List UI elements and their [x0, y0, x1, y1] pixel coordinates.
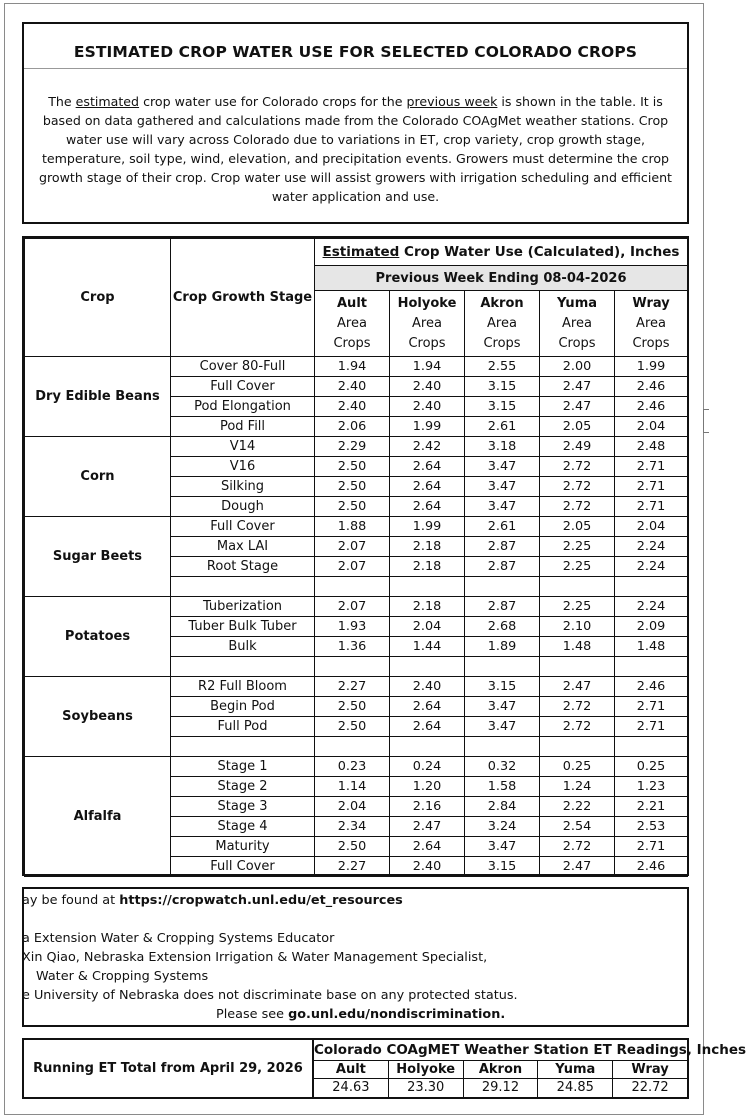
crop-water-use-table: [24, 238, 688, 877]
water-use-cell: 2.64: [390, 837, 465, 857]
station-readings: [314, 1040, 746, 1097]
growth-stage-cell: Max LAI: [171, 537, 315, 557]
water-use-cell: 2.18: [390, 557, 465, 577]
water-use-cell: 2.71: [615, 697, 688, 717]
water-use-cell: 2.64: [390, 717, 465, 737]
water-use-cell: 2.47: [540, 857, 615, 877]
location-subtitle: Crops: [483, 335, 521, 351]
water-use-cell: 2.47: [390, 817, 465, 837]
location-name: Yuma: [556, 295, 598, 311]
station-name: Yuma: [538, 1061, 613, 1078]
water-use-cell: 3.47: [465, 477, 540, 497]
station-et-value: 29.12: [464, 1079, 539, 1097]
water-use-cell: 1.94: [390, 357, 465, 377]
water-use-cell: 2.72: [540, 717, 615, 737]
water-use-cell: 2.24: [615, 557, 688, 577]
table-row: [25, 757, 688, 777]
water-use-cell: 2.47: [540, 677, 615, 697]
growth-stage-cell: V14: [171, 437, 315, 457]
water-use-cell: 2.18: [390, 537, 465, 557]
water-use-cell: 1.94: [315, 357, 390, 377]
water-use-cell: 2.71: [615, 497, 688, 517]
growth-stage-cell: Pod Elongation: [171, 397, 315, 417]
water-use-cell: 1.48: [540, 637, 615, 657]
station-et-value: 23.30: [389, 1079, 464, 1097]
water-use-cell: 2.04: [615, 517, 688, 537]
water-use-cell: 0.23: [315, 757, 390, 777]
crop-name-cell: Dry Edible Beans: [25, 357, 171, 437]
nondiscrimination-statement: e University of Nebraska does not discriminate base on any protected status.: [22, 988, 518, 1003]
water-use-cell: 2.27: [315, 677, 390, 697]
water-use-cell: 2.54: [540, 817, 615, 837]
station-et-value: 24.85: [538, 1079, 613, 1097]
water-use-cell: 1.44: [390, 637, 465, 657]
growth-stage-cell: Full Pod: [171, 717, 315, 737]
water-use-cell: 1.24: [540, 777, 615, 797]
location-header-akron: [465, 291, 540, 357]
water-use-cell: 2.48: [615, 437, 688, 457]
table-row: [25, 437, 688, 457]
author-line-1: a Extension Water & Cropping Systems Educator: [22, 931, 335, 946]
water-use-cell: 2.40: [390, 397, 465, 417]
intro-paragraph: [30, 92, 681, 206]
water-use-cell: 3.47: [465, 717, 540, 737]
nondiscrimination-link[interactable]: go.unl.edu/nondiscrimination: [288, 1007, 501, 1022]
station-name-row: [314, 1061, 687, 1079]
water-use-cell: 3.15: [465, 397, 540, 417]
water-use-cell: 2.24: [615, 537, 688, 557]
resources-line: [22, 893, 403, 908]
water-use-cell: [615, 657, 688, 677]
water-use-cell: 2.40: [390, 677, 465, 697]
water-use-cell: 2.40: [315, 397, 390, 417]
water-use-cell: [315, 737, 390, 757]
location-subtitle: Area: [337, 315, 367, 331]
water-use-cell: 1.20: [390, 777, 465, 797]
water-use-cell: [315, 657, 390, 677]
water-use-cell: 3.47: [465, 837, 540, 857]
growth-stage-cell: Maturity: [171, 837, 315, 857]
station-et-value: 24.63: [314, 1079, 389, 1097]
table-row: [25, 517, 688, 537]
intro-text: The: [48, 94, 76, 109]
water-use-cell: 1.89: [465, 637, 540, 657]
water-use-cell: 2.53: [615, 817, 688, 837]
station-name: Wray: [631, 1062, 669, 1077]
growth-stage-cell: Cover 80-Full: [171, 357, 315, 377]
growth-stage-cell: Full Cover: [171, 377, 315, 397]
table-row: [25, 357, 688, 377]
water-use-cell: 2.64: [390, 477, 465, 497]
location-subtitle: Area: [636, 315, 666, 331]
water-use-cell: 2.64: [390, 497, 465, 517]
water-use-cell: 2.72: [540, 457, 615, 477]
station-name: Ault: [314, 1061, 389, 1078]
water-use-cell: 2.50: [315, 837, 390, 857]
water-use-cell: 2.10: [540, 617, 615, 637]
column-header-growth-stage: Crop Growth Stage: [171, 239, 315, 357]
water-use-cell: 0.24: [390, 757, 465, 777]
water-use-cell: 2.61: [465, 417, 540, 437]
location-header-wray: [615, 291, 688, 357]
crop-name-cell: Soybeans: [25, 677, 171, 757]
growth-stage-cell: [171, 657, 315, 677]
water-use-cell: 2.46: [615, 857, 688, 877]
water-use-cell: 2.72: [540, 837, 615, 857]
water-use-cell: 2.47: [540, 377, 615, 397]
water-use-cell: 1.99: [390, 517, 465, 537]
water-use-cell: 2.42: [390, 437, 465, 457]
water-use-cell: 2.22: [540, 797, 615, 817]
growth-stage-cell: Full Cover: [171, 517, 315, 537]
previous-week-header: Previous Week Ending 08-04-2026: [315, 266, 688, 291]
water-use-cell: [465, 657, 540, 677]
water-use-cell: 1.36: [315, 637, 390, 657]
water-use-cell: 2.72: [540, 497, 615, 517]
crop-name-cell: Alfalfa: [25, 757, 171, 877]
water-use-cell: 1.88: [315, 517, 390, 537]
water-use-cell: 2.27: [315, 857, 390, 877]
location-subtitle: Crops: [558, 335, 596, 351]
water-use-cell: 2.04: [390, 617, 465, 637]
estimated-header-text: Crop Water Use (Calculated), Inches: [399, 244, 680, 260]
water-use-cell: 2.05: [540, 417, 615, 437]
growth-stage-cell: [171, 737, 315, 757]
water-use-cell: 2.71: [615, 837, 688, 857]
water-use-cell: 2.04: [315, 797, 390, 817]
intro-text: crop water use for Colorado crops for the: [139, 94, 407, 109]
growth-stage-cell: Dough: [171, 497, 315, 517]
water-use-cell: 3.47: [465, 457, 540, 477]
water-use-cell: 0.25: [540, 757, 615, 777]
water-use-cell: 1.14: [315, 777, 390, 797]
location-name: Holyoke: [397, 295, 457, 311]
water-use-cell: 2.40: [315, 377, 390, 397]
water-use-cell: 2.25: [540, 537, 615, 557]
water-use-cell: [390, 577, 465, 597]
water-use-cell: 1.58: [465, 777, 540, 797]
water-use-cell: 2.50: [315, 697, 390, 717]
water-use-cell: 2.29: [315, 437, 390, 457]
water-use-cell: 2.72: [540, 697, 615, 717]
water-use-cell: 2.49: [540, 437, 615, 457]
water-use-cell: 2.55: [465, 357, 540, 377]
location-subtitle: Area: [562, 315, 592, 331]
station-name: Akron: [464, 1061, 539, 1078]
water-use-cell: 3.18: [465, 437, 540, 457]
water-use-cell: [615, 577, 688, 597]
growth-stage-cell: Full Cover: [171, 857, 315, 877]
water-use-cell: 2.07: [315, 537, 390, 557]
crop-name-cell: Potatoes: [25, 597, 171, 677]
location-subtitle: Crops: [333, 335, 371, 351]
table-row: [25, 597, 688, 617]
crop-table-body: [25, 357, 688, 877]
water-use-cell: [540, 657, 615, 677]
location-subtitle: Crops: [408, 335, 446, 351]
growth-stage-cell: Tuber Bulk Tuber: [171, 617, 315, 637]
header-box: [22, 22, 689, 224]
water-use-cell: 2.47: [540, 397, 615, 417]
water-use-cell: 2.87: [465, 557, 540, 577]
water-use-cell: 2.50: [315, 497, 390, 517]
water-use-cell: 0.32: [465, 757, 540, 777]
water-use-cell: 3.15: [465, 677, 540, 697]
water-use-cell: [615, 737, 688, 757]
water-use-cell: 2.07: [315, 597, 390, 617]
water-use-cell: 2.64: [390, 697, 465, 717]
estimated-word: Estimated: [322, 244, 400, 260]
water-use-cell: [390, 737, 465, 757]
water-use-cell: [465, 737, 540, 757]
water-use-cell: 2.25: [540, 557, 615, 577]
author-line-2: Xin Qiao, Nebraska Extension Irrigation & Water Management Specialist,: [22, 950, 488, 965]
location-header-holyoke: [390, 291, 465, 357]
water-use-cell: 2.21: [615, 797, 688, 817]
water-use-cell: [465, 577, 540, 597]
nondiscrimination-period: .: [500, 1007, 506, 1022]
crop-name-cell: Corn: [25, 437, 171, 517]
location-header-yuma: [540, 291, 615, 357]
cell-cursor-mark: [703, 409, 709, 433]
water-use-cell: 2.68: [465, 617, 540, 637]
estimated-use-header: [315, 239, 688, 266]
water-use-cell: [540, 577, 615, 597]
water-use-cell: [390, 657, 465, 677]
location-name: Wray: [632, 295, 670, 311]
resources-text: ay be found at: [22, 893, 120, 908]
water-use-cell: 3.24: [465, 817, 540, 837]
nondiscrimination-text: Please see: [216, 1007, 289, 1022]
running-et-total-box: [22, 1038, 746, 1099]
water-use-cell: 0.25: [615, 757, 688, 777]
location-name: Ault: [337, 295, 367, 311]
water-use-cell: 2.40: [390, 377, 465, 397]
station-name: Holyoke: [389, 1061, 464, 1078]
station-et-value: 22.72: [631, 1080, 669, 1095]
intro-emphasis-estimated: estimated: [75, 94, 140, 109]
water-use-cell: 2.24: [615, 597, 688, 617]
title-divider: [24, 68, 687, 69]
water-use-cell: 2.50: [315, 477, 390, 497]
crop-water-use-table-box: [22, 236, 689, 876]
water-use-cell: 2.25: [540, 597, 615, 617]
water-use-cell: 2.09: [615, 617, 688, 637]
location-subtitle: Area: [487, 315, 517, 331]
water-use-cell: 2.46: [615, 377, 688, 397]
water-use-cell: 3.15: [465, 377, 540, 397]
growth-stage-cell: Begin Pod: [171, 697, 315, 717]
page-title: ESTIMATED CROP WATER USE FOR SELECTED COLORADO CROPS: [73, 43, 638, 61]
water-use-cell: 2.50: [315, 717, 390, 737]
water-use-cell: 2.07: [315, 557, 390, 577]
author-line-3: Water & Cropping Systems: [36, 969, 209, 984]
water-use-cell: 2.40: [390, 857, 465, 877]
water-use-cell: 2.87: [465, 597, 540, 617]
water-use-cell: 2.72: [540, 477, 615, 497]
notes-box: [22, 887, 689, 1027]
water-use-cell: 2.71: [615, 457, 688, 477]
water-use-cell: 2.46: [615, 677, 688, 697]
water-use-cell: 2.18: [390, 597, 465, 617]
water-use-cell: 2.64: [390, 457, 465, 477]
growth-stage-cell: Tuberization: [171, 597, 315, 617]
intro-text: is shown in the table. It is based on data gathered and calculations made from the Colorado COAgMet weather stations. Crop water use will vary across Colorado due to variations in ET, crop variety, crop growth stage, temperature, soil type, wind, elevation, and precipitation events. Growers must determine the crop growth stage of their crop. Crop water use will assist growers with irrigation scheduling and efficient water application and use.: [39, 94, 672, 204]
growth-stage-cell: Stage 1: [171, 757, 315, 777]
water-use-cell: 1.99: [615, 357, 688, 377]
water-use-cell: [315, 577, 390, 597]
water-use-cell: 1.99: [390, 417, 465, 437]
water-use-cell: 2.16: [390, 797, 465, 817]
intro-emphasis-previous-week: previous week: [406, 94, 498, 109]
nondiscrimination-line: [216, 1007, 505, 1022]
water-use-cell: 2.84: [465, 797, 540, 817]
resources-link[interactable]: https://cropwatch.unl.edu/et_resources: [119, 893, 403, 908]
growth-stage-cell: Stage 3: [171, 797, 315, 817]
station-value-row: [314, 1079, 687, 1097]
growth-stage-cell: Pod Fill: [171, 417, 315, 437]
water-use-cell: 2.71: [615, 717, 688, 737]
water-use-cell: 3.47: [465, 497, 540, 517]
growth-stage-cell: Silking: [171, 477, 315, 497]
water-use-cell: 2.61: [465, 517, 540, 537]
water-use-cell: 2.05: [540, 517, 615, 537]
water-use-cell: 3.47: [465, 697, 540, 717]
water-use-cell: 2.71: [615, 477, 688, 497]
water-use-cell: 2.34: [315, 817, 390, 837]
water-use-cell: 2.46: [615, 397, 688, 417]
location-subtitle: Crops: [632, 335, 670, 351]
water-use-cell: 2.50: [315, 457, 390, 477]
table-row: [25, 677, 688, 697]
growth-stage-cell: [171, 577, 315, 597]
growth-stage-cell: Root Stage: [171, 557, 315, 577]
water-use-cell: 1.23: [615, 777, 688, 797]
water-use-cell: 1.48: [615, 637, 688, 657]
growth-stage-cell: Stage 4: [171, 817, 315, 837]
crop-name-cell: Sugar Beets: [25, 517, 171, 597]
water-use-cell: 2.00: [540, 357, 615, 377]
growth-stage-cell: Stage 2: [171, 777, 315, 797]
location-name: Akron: [480, 295, 524, 311]
water-use-cell: 2.87: [465, 537, 540, 557]
growth-stage-cell: Bulk: [171, 637, 315, 657]
growth-stage-cell: V16: [171, 457, 315, 477]
location-subtitle: Area: [412, 315, 442, 331]
water-use-cell: 1.93: [315, 617, 390, 637]
water-use-cell: 3.15: [465, 857, 540, 877]
station-readings-title: Colorado COAgMET Weather Station ET Readings, Inches: [314, 1040, 687, 1061]
water-use-cell: 2.04: [615, 417, 688, 437]
water-use-cell: 2.06: [315, 417, 390, 437]
location-header-ault: [315, 291, 390, 357]
running-et-label: Running ET Total from April 29, 2026: [24, 1040, 314, 1097]
column-header-crop: Crop: [25, 239, 171, 357]
water-use-cell: [540, 737, 615, 757]
growth-stage-cell: R2 Full Bloom: [171, 677, 315, 697]
